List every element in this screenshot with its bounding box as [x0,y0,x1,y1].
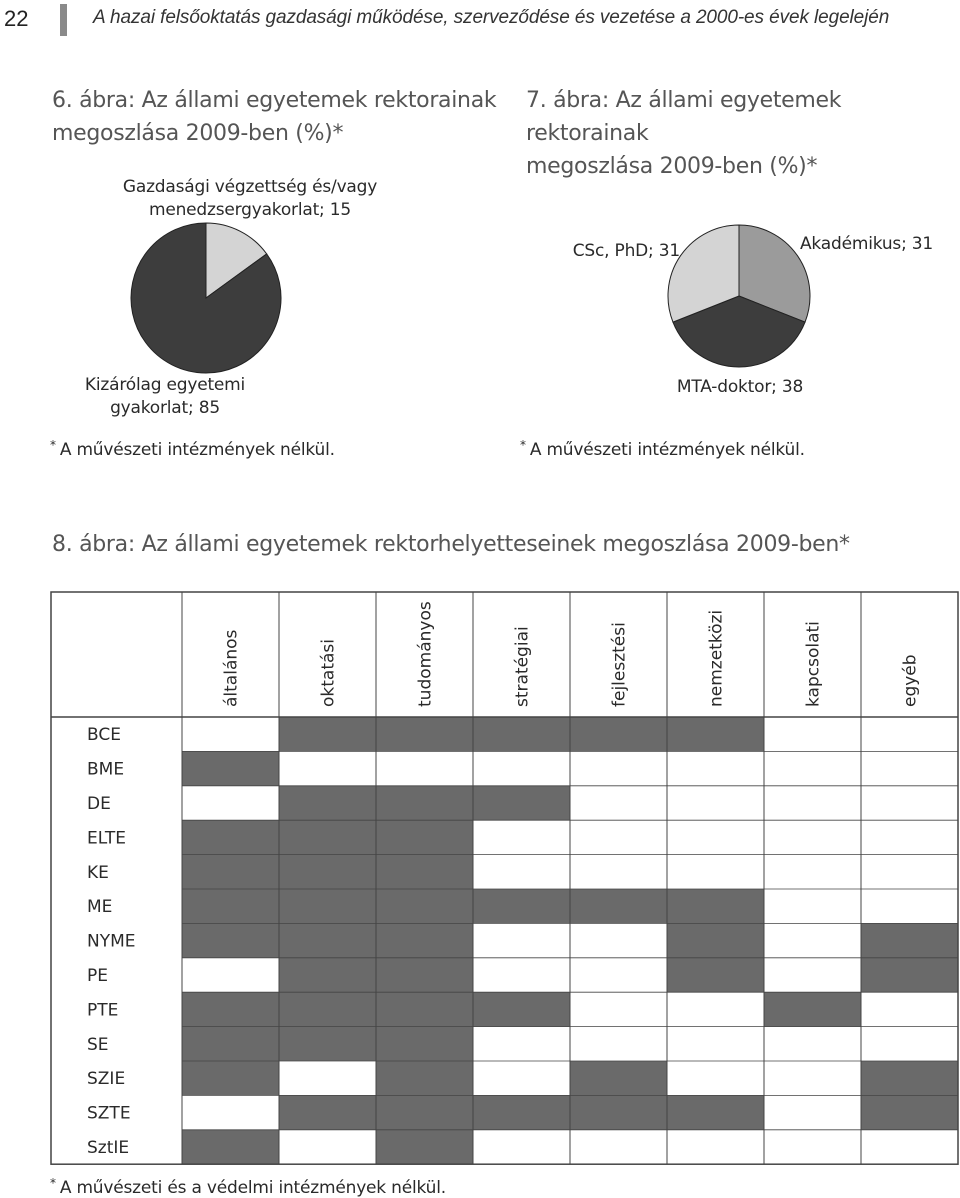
figure8-cell-SZTE-fejlesztési [570,1095,667,1129]
figure8-cell-PE-egyéb [861,958,958,992]
figure8-cell-SZIE-egyéb [861,1061,958,1095]
page-number: 22 [4,6,29,31]
figure8-cell-ELTE-oktatási [279,820,376,854]
figure8-cell-PTE-tudományos [376,992,473,1026]
figure6-label-bottom-line1: Kizárólag egyetemi [84,375,246,395]
figure6-note-text: A művészeti intézmények nélkül. [59,440,335,460]
figure8-row-header-11: SZTE [87,1103,131,1124]
figure8-cell-PTE-általános [182,992,279,1026]
figure8-cell-NYME-nemzetközi [667,923,764,957]
figure8-cell-ME-fejlesztési [570,889,667,923]
figure8-column-header-2: tudományos [415,601,436,707]
figure8-cell-ME-általános [182,889,279,923]
figure8-row-header-0: BCE [87,725,121,746]
figure8-cell-SZTE-egyéb [861,1095,958,1129]
figure8-cell-DE-tudományos [376,786,473,820]
figure8-row-header-2: DE [87,794,111,814]
running-title: A hazai felsőoktatás gazdasági működése, szerveződése és vezetése a 2000-es évek legelején [93,7,890,28]
figure7-label-right: Akadémikus; 31 [800,234,934,254]
figure8-column-header-0: általános [221,629,242,707]
figure8-cell-BCE-fejlesztési [570,717,667,751]
figure8-cell-DE-stratégiai [473,786,570,820]
figure8-cell-PE-nemzetközi [667,958,764,992]
figure8-cell-ME-oktatási [279,889,376,923]
figure6-note: * A művészeti intézmények nélkül. [50,438,335,460]
figure8-note: * A művészeti és a védelmi intézmények nélkül. [50,1176,446,1198]
figure8-cell-KE-általános [182,855,279,889]
figure6-label-bottom-line2: gyakorlat; 85 [110,398,220,418]
figure8-row-header-9: SE [87,1034,109,1055]
figure8-cell-SZTE-stratégiai [473,1095,570,1129]
figure8-column-header-7: egyéb [900,654,921,707]
figure7-title-line1: 7. ábra: Az állami egyetemek rektorainak [526,88,842,146]
figure8-cell-SE-általános [182,1027,279,1061]
figure7-label-bottom: MTA-doktor; 38 [676,377,804,397]
figure8-cell-SE-oktatási [279,1027,376,1061]
figure6-title-line2: megoszlása 2009-ben (%)* [52,121,344,146]
figure7-note-text: A művészeti intézmények nélkül. [529,440,805,460]
figure8-note-text: A művészeti és a védelmi intézmények nélkül. [59,1178,446,1198]
figure8-row-header-7: PE [87,966,108,986]
figure8-cell-PE-oktatási [279,958,376,992]
figure8-cell-PE-tudományos [376,958,473,992]
figure8-column-header-4: fejlesztési [609,622,630,707]
figure8-row-header-12: SztIE [87,1138,130,1158]
figure8-cell-SztIE-általános [182,1130,279,1164]
figure8-cell-NYME-oktatási [279,923,376,957]
figure8-cell-DE-oktatási [279,786,376,820]
figure8-cell-BCE-tudományos [376,717,473,751]
figure7-note: * A művészeti intézmények nélkül. [520,438,805,460]
figure6-title-line1: 6. ábra: Az állami egyetemek rektorainak [52,88,497,113]
figure8-column-header-3: stratégiai [512,626,533,707]
figure8-cell-SZTE-tudományos [376,1095,473,1129]
figure6-label-top-line2: menedzsergyakorlat; 15 [148,200,352,220]
figure8-column-header-6: kapcsolati [803,621,824,707]
figure8-cell-ME-nemzetközi [667,889,764,923]
figure8-cell-PTE-kapcsolati [764,992,861,1026]
figure8-cell-SZIE-tudományos [376,1061,473,1095]
figure8-cell-SZIE-fejlesztési [570,1061,667,1095]
figure8-cell-BME-általános [182,751,279,785]
figure8-cell-KE-oktatási [279,855,376,889]
figure8-cell-BCE-nemzetközi [667,717,764,751]
figure8-column-header-5: nemzetközi [706,609,727,707]
figure8-cell-BCE-oktatási [279,717,376,751]
figure8-cell-KE-tudományos [376,855,473,889]
figure7-title-line2: megoszlása 2009-ben (%)* [526,154,818,179]
figure8-cell-BCE-stratégiai [473,717,570,751]
figure8-cell-SZTE-oktatási [279,1095,376,1129]
figure8-cell-NYME-egyéb [861,923,958,957]
figure8-cell-PTE-oktatási [279,992,376,1026]
figure8-row-header-1: BME [87,759,125,780]
figure8-column-header-1: oktatási [318,639,339,707]
figure8-row-header-4: KE [87,862,109,883]
figure8-cell-ELTE-általános [182,820,279,854]
figure8-cell-SE-tudományos [376,1027,473,1061]
figure8-cell-ELTE-tudományos [376,820,473,854]
figure8-row-header-3: ELTE [87,828,126,849]
figure8-row-header-8: PTE [87,1000,119,1021]
figure8-cell-ME-stratégiai [473,889,570,923]
figure7-label-left: CSc, PhD; 31 [572,241,680,261]
figure8-cell-PTE-stratégiai [473,992,570,1026]
figure8-cell-NYME-tudományos [376,923,473,957]
figure8-row-header-5: ME [87,897,113,918]
figure6-label-top-line1: Gazdasági végzettség és/vagy [122,177,378,197]
figure8-cell-SZTE-nemzetközi [667,1095,764,1129]
figure8-cell-NYME-általános [182,923,279,957]
figure8-cell-SZIE-általános [182,1061,279,1095]
figure8-row-header-10: SZIE [87,1069,126,1090]
figure8-cell-SztIE-tudományos [376,1130,473,1164]
figure8-cell-ME-tudományos [376,889,473,923]
figure8-row-header-6: NYME [87,931,136,952]
figure8-title: 8. ábra: Az állami egyetemek rektorhelyetteseinek megoszlása 2009-ben* [52,532,850,557]
